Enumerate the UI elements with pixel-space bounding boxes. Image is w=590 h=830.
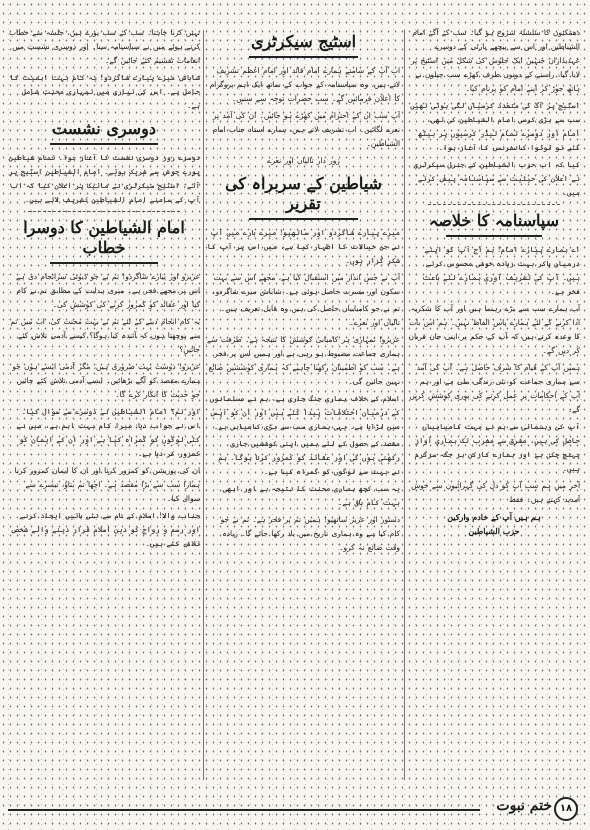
paragraph: میرے پیارے شاگردو اور ساتھیو! میرے بارے میں آپ نے جن خیالات کا اظہار کیا ہے، میں اس پر آپ کا شکر گزار ہوں۔ [207, 228, 400, 265]
paragraph: آپ نے جس انداز میں استقبال کیا ہے، مجھے اس سے بہت سکون اور مسرت حاصل ہوئی ہے۔ شاباش میرے شاگردو۔ [211, 273, 400, 296]
paragraph: عزیزو اور پیارے شاگردو! تم نے جو ڈیوٹی سرانجام دی ہے اس پر مجھے فخر ہے۔ میری ہدایت کے مطابق تم نے کام کیا اور عقائد کو کمزور کرنے کی کوشش کی۔ [15, 272, 200, 309]
section-heading: دوسری نشست [8, 119, 200, 145]
paragraph: تم نے جو کامیابیاں حاصل کی ہیں وہ قابل تعریف ہیں۔ تالیاں اور نعرے۔ [220, 304, 400, 327]
paragraph: آخر میں ہم سب آپ کو دل کی گہرائیوں سے خوش آمدید کہتے ہیں۔ فقط [411, 481, 580, 504]
column-left [8, 26, 200, 784]
paragraph: یہ کام انجام دینے کے لئے تم نے بہت محنت کی، اب میں تم سے پوچھتا ہوں کہ آئندہ کیا ہوگا؟ کیسے آدمی تلاش کئے جائیں؟ [10, 317, 200, 354]
paragraph: دوسرے روز دوسری نشست کا آغاز ہوا۔ تمام شیاطین پورے جوش سے شریک ہوئے۔ امام الشیاطین اسٹیج پر آئے، اسٹیج سیکرٹری نے مائیک پر اعلان کیا کہ اب آپ کے سامنے امام الشیاطین تشریف لاتے ہیں۔ [8, 153, 200, 204]
paragraph: اسلام کے خلاف ہماری جنگ جاری ہے، ہم نے مسلمانوں کے درمیان اختلافات پیدا کئے ہیں اور ان کو آپس میں لڑایا ہے۔ یہی ہماری سب سے بڑی کامیابی ہے۔ [209, 394, 400, 431]
paragraph: یہ سب کچھ ہماری محنت کا نتیجہ ہے اور ابھی بہت کام باقی ہے۔ [222, 484, 400, 507]
page-footer [0, 790, 590, 830]
section-heading: امام الشیاطین کا دوسرا خطاب [8, 218, 200, 264]
paragraph: ہمیں آپ کے قیام کا شرف حاصل ہے۔ آپ کی آمد سے ہماری جماعت کو نئی زندگی ملی ہے اور ہم آپ کے احکامات پر عمل کرنے کی پوری کوشش کریں گے۔ [409, 363, 580, 414]
column-middle [207, 26, 400, 784]
paragraph: عزیزو! دوست بہت ضروری ہیں، مگر آدمی ایسے ہوں جو ہمارے مقصد کو آگے بڑھائیں۔ ایسے آدمی تلاش کئے جائیں جو حدیث کا انکار کرے گا۔ [12, 362, 200, 399]
page-number: ۱۸ [554, 797, 578, 821]
paragraph: کیا کہ اب حزب الشیاطین کے جنرل سیکرٹری نے اعلان کی حیثیت سے سپاسنامہ پیش کرتے ہیں۔ [413, 160, 580, 197]
stage-direction: زور دار تالیاں اور نعرے [267, 156, 340, 165]
paragraph: ان کی پوزیشن کو کمزور کرنا اور ان کا ایمان کمزور کرنا ہمارا سب سے بڑا مقصد ہے۔ اچھا تم بتاؤ، تیسرے سے سوال کیا۔ [14, 466, 200, 503]
divider [428, 204, 560, 205]
magazine-title: ختم نبوت [496, 798, 552, 814]
paragraph: اور تم؟ امام الشیاطین نے دوسرے سے سوال کیا۔ اس نے جواب دیا: میرا کام بہت اہم ہے، میں نے کئی لوگوں کو گمراہ کیا ہے اور ان کے ایمان کو کمزور کر دیا ہے۔ [16, 407, 200, 458]
signature-line: ہم ہیں آپ کے خادم وارکین [447, 512, 541, 522]
section-heading: شیاطین کے سربراہ کی تقریر [207, 174, 400, 220]
footer-rule [8, 809, 480, 811]
paragraph: دھمکیوں کا سلسلہ شروع ہو گیا۔ سب کے آگے امام الشیاطین اور اس سے پیچھے پارٹی کے دوسرے عہدیداران جنہیں ایک جلوس کی شکل میں اسٹیج پر لایا گیا، راستے کے دونوں طرف کھڑے سب چیلوں نے ہاتھ جوڑ کر اپنے امام کو پرنام کیا۔ [411, 28, 580, 93]
paragraph: اے ہمارے پیارے امام! ہم آج آپ کو اپنے درمیان پاکر بہت زیادہ خوشی محسوس کرتے ہیں۔ آپ کی تشریف آوری ہمارے لئے باعث فخر ہے۔ [422, 245, 580, 296]
column-divider [203, 30, 204, 780]
paragraph: مقصد کے حصول کے لئے ہمیں اپنی کوششیں جاری رکھنی ہوں گی اور عقائد کو کمزور کرنا ہوگا۔ ہم نے بہت سے لوگوں کو گمراہ کیا ہے۔ [218, 439, 400, 476]
paragraph: اسٹیج پر آگ کی متعدد کرسیاں لگی ہوئی تھیں سب سے بڑی کرسی امام الشیاطین کی تھی، امام اور دوسرے تمام لیڈر کرسیوں پر بیٹھ گئے تو ٹوٹوا کانفرنس کا آغاز ہوا۔ [410, 101, 580, 152]
paragraph: آپ کی رہنمائی سے ہم نے بہت کامیابیاں حاصل کی ہیں، مشرق سے مغرب تک ہماری آواز پہنچ چکی ہے اور ہمارے کارکن ہر جگہ سرگرم ہیں۔ [414, 422, 580, 473]
paragraph: نہیں کرنا چاہتا۔ سب کے سب پورے ہیں، جلسہ سے خطاب کرتے ہوئے میں نے سپاسنامہ سنا۔ اور دوسری نشست میں انعامات تقسیم کئے جائیں گے۔ [8, 28, 200, 65]
paragraph: دستور اور عزیز ساتھیو! ہمیں تم پر فخر ہے۔ تم نے جو کام کیا ہے وہ ہماری تاریخ میں یاد رکھا جائے گا۔ زیادہ وقت ضائع نہ کرو۔ [220, 515, 400, 552]
paragraph: اب آپ کے سامنے ہمارے امام قائد اور امام اعظم تشریف لاتے ہیں، وہ سپاسنامہ کے جواب کے ساتھ ایک اہم پروگرام کا اعلان فرمائیں گے۔ سب حضرات توجہ سے سنیں۔ [209, 66, 400, 103]
paragraph: آپ سب ان کے احترام میں کھڑے ہو جائیں۔ ان کی آمد پر نعرے لگائیں۔ اب تشریف لاتے ہیں، ہمارے استاد جناب امام الشیاطین۔ [212, 111, 400, 148]
section-heading: سپاسنامہ کا خلاصہ [408, 211, 580, 237]
paragraph: عزیزو! تمہاری ہر کامیابی کوشش کا نتیجہ ہے۔ طرفت سے ہماری جماعت مضبوط ہو رہی ہے اور ہمیں اس پر فخر ہے۔ سب کو اطمینان رکھنا چاہیے کہ ہماری کوششیں ضائع نہیں جائیں گی۔ [207, 335, 400, 386]
paragraph: آپ ہمارے سب سے بڑے رہنما ہیں اور آپ کا شکریہ ادا کرنے کے لئے ہمارے پاس الفاظ نہیں۔ ہم اس بات کا وعدہ کرتے ہیں کہ آپ کے حکم پر اپنی جان قربان کر دیں گے۔ [408, 304, 580, 355]
paragraph: جناب والا! اسلام کے نام سے نئی باتیں ایجاد کرنے اور رسم و رواج کو دین اسلام قرار دینے والے شخص تلاش کئے ہیں۔ [10, 511, 200, 548]
paragraph: شاباش میرے پیارے شاگردو! یہ کام بہت اہمیت کا حامل ہے۔ اس کی تیاری میں تمہاری محنت شامل ہے۔ [10, 73, 200, 110]
signature-organization: حزب الشیاطین [468, 526, 520, 536]
divider [28, 211, 180, 212]
column-divider [404, 30, 405, 780]
section-heading: اسٹیج سیکرٹری [207, 32, 400, 58]
column-right [408, 26, 580, 784]
